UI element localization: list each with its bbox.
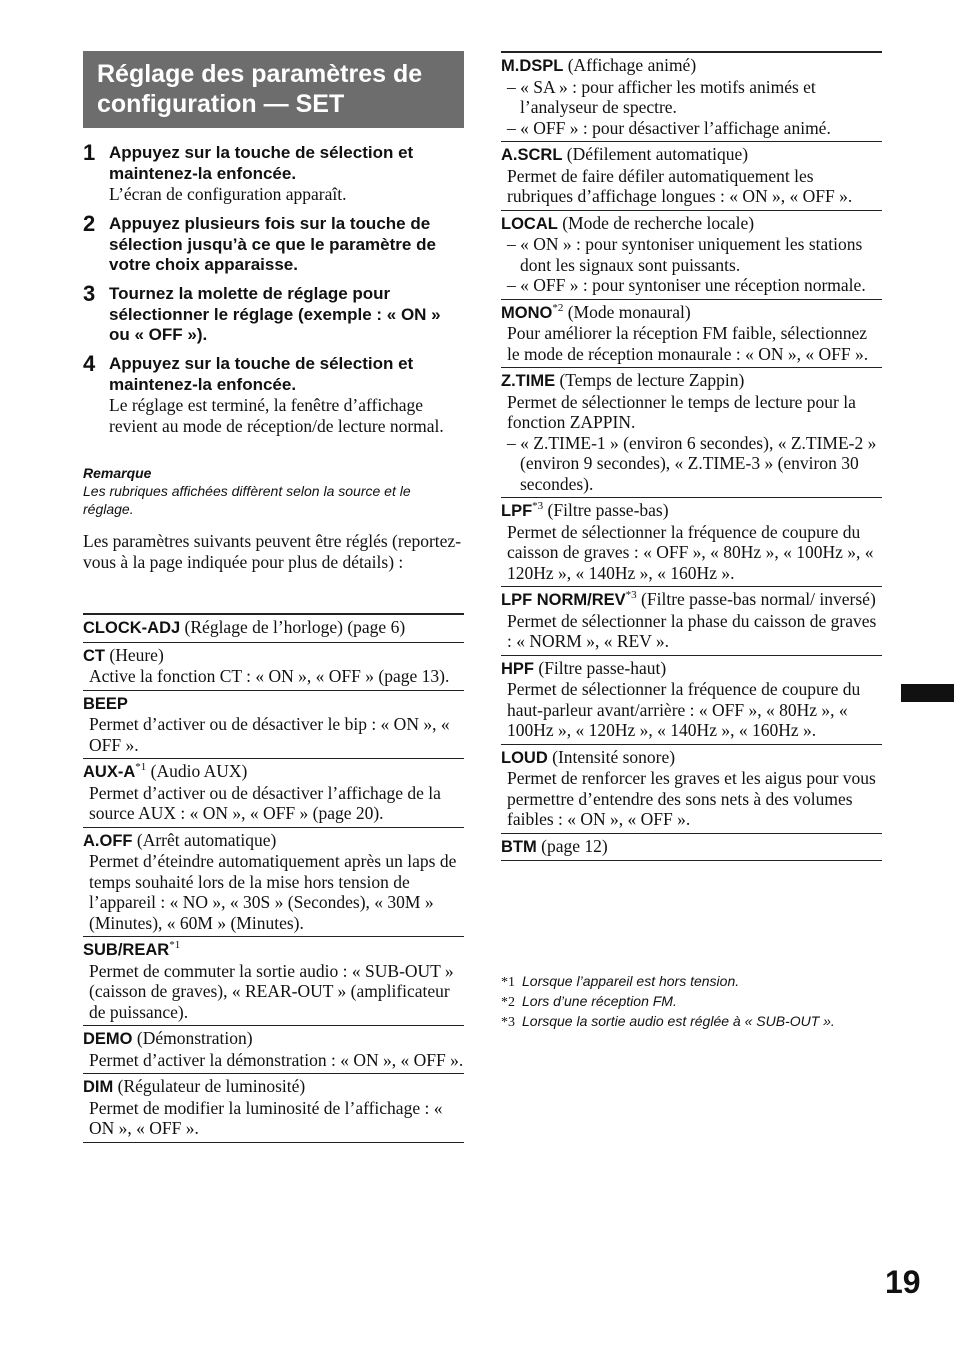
- step-instruction: Appuyez sur la touche de sélection et maintenez-la enfoncée.: [109, 354, 414, 394]
- setting-header: [83, 761, 464, 783]
- setting-description: Permet de modifier la luminosité de l’affichage : « ON », « OFF ».: [89, 1097, 443, 1138]
- step-number: 4: [83, 351, 96, 376]
- setting-description: Permet d’activer la démonstration : « ON », « OFF ».: [89, 1049, 464, 1070]
- setting-row: [501, 141, 882, 210]
- setting-row: [501, 833, 882, 862]
- section-title: [83, 51, 464, 128]
- setting-key: M.DSPL: [501, 57, 564, 75]
- setting-row: [83, 936, 464, 1025]
- setting-option: – « SA » : pour afficher les motifs animés et l’analyseur de spectre.: [507, 76, 816, 117]
- setting-description: Permet de sélectionner la phase du caisson de graves : « NORM », « REV ».: [507, 610, 877, 651]
- setting-header: [501, 658, 882, 680]
- setting-row: [83, 690, 464, 759]
- footnote-ref: *1: [169, 939, 181, 952]
- setting-description: Active la fonction CT : « ON », « OFF » (page 13).: [89, 666, 450, 686]
- setting-label: (Mode monaural): [563, 301, 691, 322]
- setting-header: [501, 144, 882, 166]
- step-4: [83, 351, 464, 436]
- setting-key: A.SCRL: [501, 146, 563, 164]
- setting-description: Permet de sélectionner le temps de lecture pour la fonction ZAPPIN.: [507, 391, 856, 432]
- setting-row: [83, 1073, 464, 1143]
- setting-description: Permet d’éteindre automatiquement après un laps de temps souhaité lors de la mise hors tension de l’appareil : « NO », « 30S » (Secondes), « 30M » (Minutes), « 60M » (Minutes).: [89, 851, 457, 933]
- footnote-mark: *2: [501, 995, 515, 1010]
- setting-label: (Arrêt automatique): [132, 829, 277, 850]
- footnote: [501, 972, 891, 992]
- setting-key: A.OFF: [83, 831, 133, 850]
- setting-option: – « OFF » : pour désactiver l’affichage animé.: [507, 117, 831, 138]
- setting-label: (Démonstration): [132, 1028, 253, 1048]
- setting-description: Pour améliorer la réception FM faible, sélectionnez le mode de réception monaurale : « ON », « OFF ».: [507, 323, 869, 364]
- setting-option: – « OFF » : pour syntoniser une réception normale.: [507, 275, 866, 295]
- footnote: [501, 992, 891, 1012]
- settings-table-right: [501, 51, 882, 861]
- setting-key: SUB/REAR: [83, 941, 170, 959]
- footnote-mark: *1: [501, 975, 515, 990]
- step-number: 3: [83, 281, 96, 306]
- section-title-line-2: configuration — SET: [97, 90, 345, 118]
- settings-table-left: [83, 613, 464, 1143]
- setting-key: LOCAL: [501, 214, 558, 233]
- setting-header: [501, 302, 882, 324]
- setting-label: (Filtre passe-bas normal/ inversé): [636, 589, 876, 609]
- setting-description: Permet d’activer ou de désactiver le bip : « ON », « OFF ».: [89, 714, 450, 755]
- setting-label: (Défilement automatique): [562, 144, 749, 164]
- setting-key: AUX-A: [83, 763, 136, 781]
- setting-label: (Affichage animé): [563, 55, 697, 75]
- setting-header: [83, 830, 464, 852]
- step-number: 2: [83, 211, 96, 236]
- step-1: [83, 140, 464, 205]
- setting-header: [83, 1028, 464, 1050]
- setting-row: [83, 642, 464, 690]
- setting-row: [501, 655, 882, 744]
- step-number: 1: [83, 140, 96, 165]
- footnote-text: Lorsque l’appareil est hors tension.: [522, 973, 740, 989]
- setting-label: (Audio AUX): [146, 761, 248, 781]
- setting-header: [83, 1076, 464, 1098]
- setting-row: [501, 744, 882, 833]
- setting-header: [501, 836, 882, 858]
- setting-key: LPF NORM/REV: [501, 591, 626, 609]
- setting-description: Permet de renforcer les graves et les aigus pour vous permettre d’entendre des sons nets à des volumes faibles : « ON », « OFF ».: [507, 768, 876, 829]
- setting-description: Permet de sélectionner la fréquence de coupure du haut-parleur avant/arrière : « OFF », « 80Hz », « 100Hz », « 120Hz », « 140Hz », « 160Hz ».: [507, 679, 861, 740]
- setting-row: [501, 367, 882, 497]
- step-instruction: Appuyez plusieurs fois sur la touche de sélection jusqu’à ce que le paramètre de votre choix apparaisse.: [109, 214, 436, 274]
- setting-row: [83, 613, 464, 642]
- setting-row: [83, 1025, 464, 1073]
- note-text: Les rubriques affichées diffèrent selon la source et le réglage.: [83, 483, 411, 517]
- setting-header: [83, 693, 464, 715]
- setting-label: (Régulateur de luminosité): [113, 1076, 306, 1096]
- setting-row: [501, 497, 882, 586]
- setting-label: (Filtre passe-bas): [543, 500, 669, 520]
- setting-label: (Temps de lecture Zappin): [555, 370, 745, 390]
- setting-option: – « ON » : pour syntoniser uniquement les stations dont les signaux sont puissants.: [507, 234, 863, 275]
- setting-header: [501, 370, 882, 392]
- step-instruction: Appuyez sur la touche de sélection et maintenez-la enfoncée.: [109, 143, 414, 183]
- setting-key: LPF: [501, 502, 533, 520]
- setting-label: (page 12): [536, 835, 608, 856]
- setting-label: (Intensité sonore): [547, 746, 676, 767]
- step-3: [83, 281, 464, 346]
- setting-option: – « Z.TIME-1 » (environ 6 secondes), « Z.TIME-2 » (environ 9 secondes), « Z.TIME-3 » (environ 30 secondes).: [507, 432, 877, 494]
- setting-header: [501, 747, 882, 769]
- section-title-line-1: Réglage des paramètres de: [97, 60, 423, 88]
- setting-key: LOUD: [501, 748, 548, 767]
- footnote-ref: *3: [625, 589, 637, 602]
- setting-row: [501, 586, 882, 655]
- intro-paragraph: Les paramètres suivants peuvent être réglés (reportez-vous à la page indiquée pour plus de détails) :: [83, 531, 462, 572]
- setting-header: [83, 645, 464, 667]
- footnote: [501, 1012, 891, 1032]
- setting-row: [501, 51, 882, 141]
- setting-label: (Mode de recherche locale): [557, 212, 755, 233]
- setting-row: [501, 299, 882, 368]
- setting-key: DEMO: [83, 1030, 133, 1048]
- setting-description: Permet de commuter la sortie audio : « SUB-OUT » (caisson de graves), « REAR-OUT » (amplificateur de puissance).: [89, 960, 454, 1022]
- footnote-ref: *1: [135, 761, 147, 774]
- setting-description: Permet d’activer ou de désactiver l’affichage de la source AUX : « ON », « OFF » (page 20).: [89, 782, 441, 823]
- setting-header: [83, 617, 464, 639]
- setting-label: (Filtre passe-haut): [534, 657, 667, 678]
- page-number: 19: [885, 1264, 921, 1300]
- note-title: Remarque: [83, 465, 152, 481]
- step-instruction: Tournez la molette de réglage pour sélectionner le réglage (exemple : « ON » ou « OFF »).: [109, 284, 441, 344]
- setting-row: [83, 827, 464, 937]
- footnote-ref: *2: [552, 301, 564, 314]
- footnote-mark: *3: [501, 1015, 515, 1030]
- setting-label: (Réglage de l’horloge) (page 6): [180, 617, 406, 637]
- footnotes: [501, 972, 891, 1032]
- footnote-ref: *3: [532, 500, 544, 513]
- setting-label: (Heure): [105, 644, 164, 665]
- setting-row: [501, 210, 882, 299]
- setting-description: Permet de sélectionner la fréquence de coupure du caisson de graves : « OFF », « 80Hz », « 100Hz », « 120Hz », « 140Hz », « 160Hz ».: [507, 521, 874, 583]
- setting-key: BTM: [501, 837, 537, 856]
- setting-key: Z.TIME: [501, 372, 556, 390]
- setting-header: [83, 939, 464, 961]
- setting-header: [501, 589, 882, 611]
- section-tab-marker: [901, 684, 954, 702]
- setting-key: BEEP: [83, 694, 128, 713]
- setting-row: [83, 758, 464, 827]
- footnote-text: Lors d’une réception FM.: [522, 993, 677, 1009]
- step-2: [83, 211, 464, 276]
- setting-header: [501, 55, 882, 77]
- setting-header: [501, 500, 882, 522]
- footnote-text: Lorsque la sortie audio est réglée à « SUB-OUT ».: [522, 1013, 835, 1029]
- setting-key: HPF: [501, 659, 534, 678]
- setting-description: Permet de faire défiler automatiquement les rubriques d’affichage longues : « ON », « OFF ».: [507, 165, 853, 206]
- setting-key: CLOCK-ADJ: [83, 619, 181, 637]
- step-result: L’écran de configuration apparaît.: [109, 184, 347, 204]
- setting-header: [501, 213, 882, 235]
- setting-key: DIM: [83, 1078, 114, 1096]
- setting-key: MONO: [501, 303, 553, 322]
- step-result: Le réglage est terminé, la fenêtre d’affichage revient au mode de réception/de lecture normal.: [109, 395, 444, 436]
- setting-key: CT: [83, 646, 105, 665]
